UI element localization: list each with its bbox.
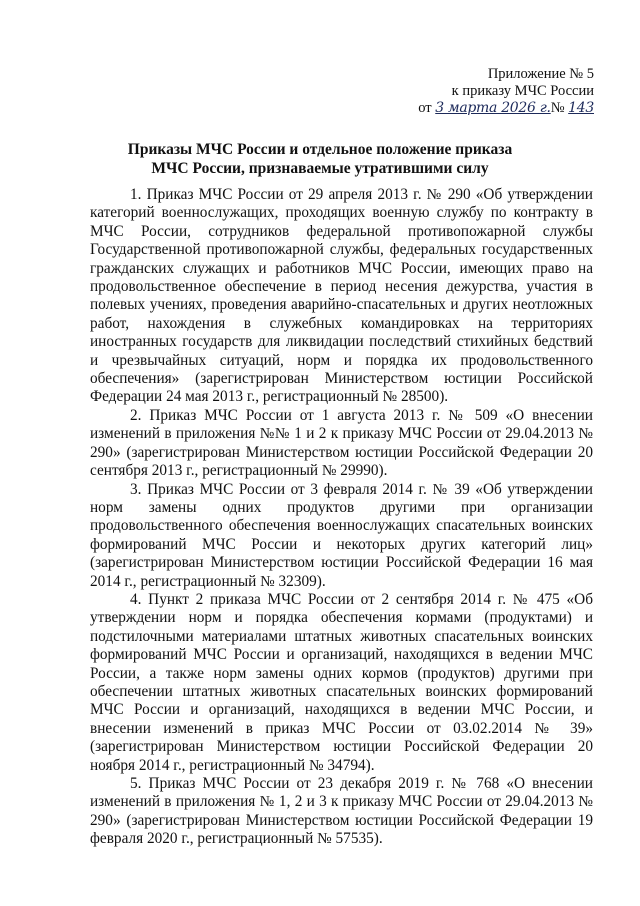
- handwritten-date: 3 марта 2026 г.: [435, 100, 551, 116]
- annex-order-ref: к приказу МЧС России: [451, 83, 594, 99]
- annex-date-line: [374, 100, 594, 117]
- number-prefix: №: [550, 100, 569, 116]
- list-item: 1. Приказ МЧС России от 29 апреля 2013 г. № 290 «Об утверждении категорий военнослужащих, проходящих военную службу по контракту в МЧС России, сотрудников федеральной противопожарной службы Государственной противопожарной службы, федеральных государственных гражданских служащих и работников МЧС России, имеющих право на продовольственное обеспечение в период несения дежурства, участия в полевых учениях, проведения аварийно-спасательных и других неотложных работ, нахождения в служебных командировках на территориях иностранных государств для ликвидации последствий стихийных бедствий и чрезвычайных ситуаций, норм и порядка их продовольственного обеспечения» (зарегистрирован Министерством юстиции Российской Федерации 24 мая 2013 г., регистрационный № 28500).: [90, 186, 593, 406]
- list-item: 2. Приказ МЧС России от 1 августа 2013 г. № 509 «О внесении изменений в приложения №№ 1 и 2 к приказу МЧС России от 29.04.2013 № 290» (зарегистрирован Министерством юстиции Российской Федерации 20 сентября 2013 г., регистрационный № 29990).: [90, 406, 593, 480]
- document-body: [90, 186, 593, 849]
- document-title: [60, 140, 580, 178]
- list-item: 5. Приказ МЧС России от 23 декабря 2019 г. № 768 «О внесении изменений в приложения № 1, 2 и 3 к приказу МЧС России от 29.04.2013 № 290» (зарегистрирован Министерством юстиции Российской Федерации 19 февраля 2020 г., регистрационный № 57535).: [90, 775, 593, 848]
- annex-header: [374, 66, 594, 117]
- title-line-1: Приказы МЧС России и отдельное положение приказа: [127, 141, 513, 158]
- list-item: 4. Пункт 2 приказа МЧС России от 2 сентября 2014 г. № 475 «Об утверждении норм и порядка обеспечения кормами (продуктами) и подстилочными материалами штатных животных спасательных воинских формирований МЧС России и организаций, находящихся в ведении МЧС России, а также норм замены одних кормов (продуктов) другими при обеспечении штатных животных спасательных воинских формирований МЧС России и организаций, находящихся в ведении МЧС России, и внесении изменений в приказ МЧС России от 03.02.2014 № 39» (зарегистрирован Министерством юстиции Российской Федерации 20 ноября 2014 г., регистрационный № 34794).: [90, 590, 593, 774]
- handwritten-number: 143: [568, 100, 594, 116]
- annex-label: Приложение № 5: [487, 66, 594, 82]
- list-item: 3. Приказ МЧС России от 3 февраля 2014 г. № 39 «Об утверждении норм замены одних продуктов другими при организации продовольственного обеспечения военнослужащих спасательных воинских формирований МЧС России и некоторых других категорий лиц» (зарегистрирован Министерством юстиции Российской Федерации 16 мая 2014 г., регистрационный № 32309).: [90, 480, 593, 590]
- title-line-2: МЧС России, признаваемые утратившими силу: [151, 160, 489, 177]
- date-prefix: от: [418, 100, 436, 116]
